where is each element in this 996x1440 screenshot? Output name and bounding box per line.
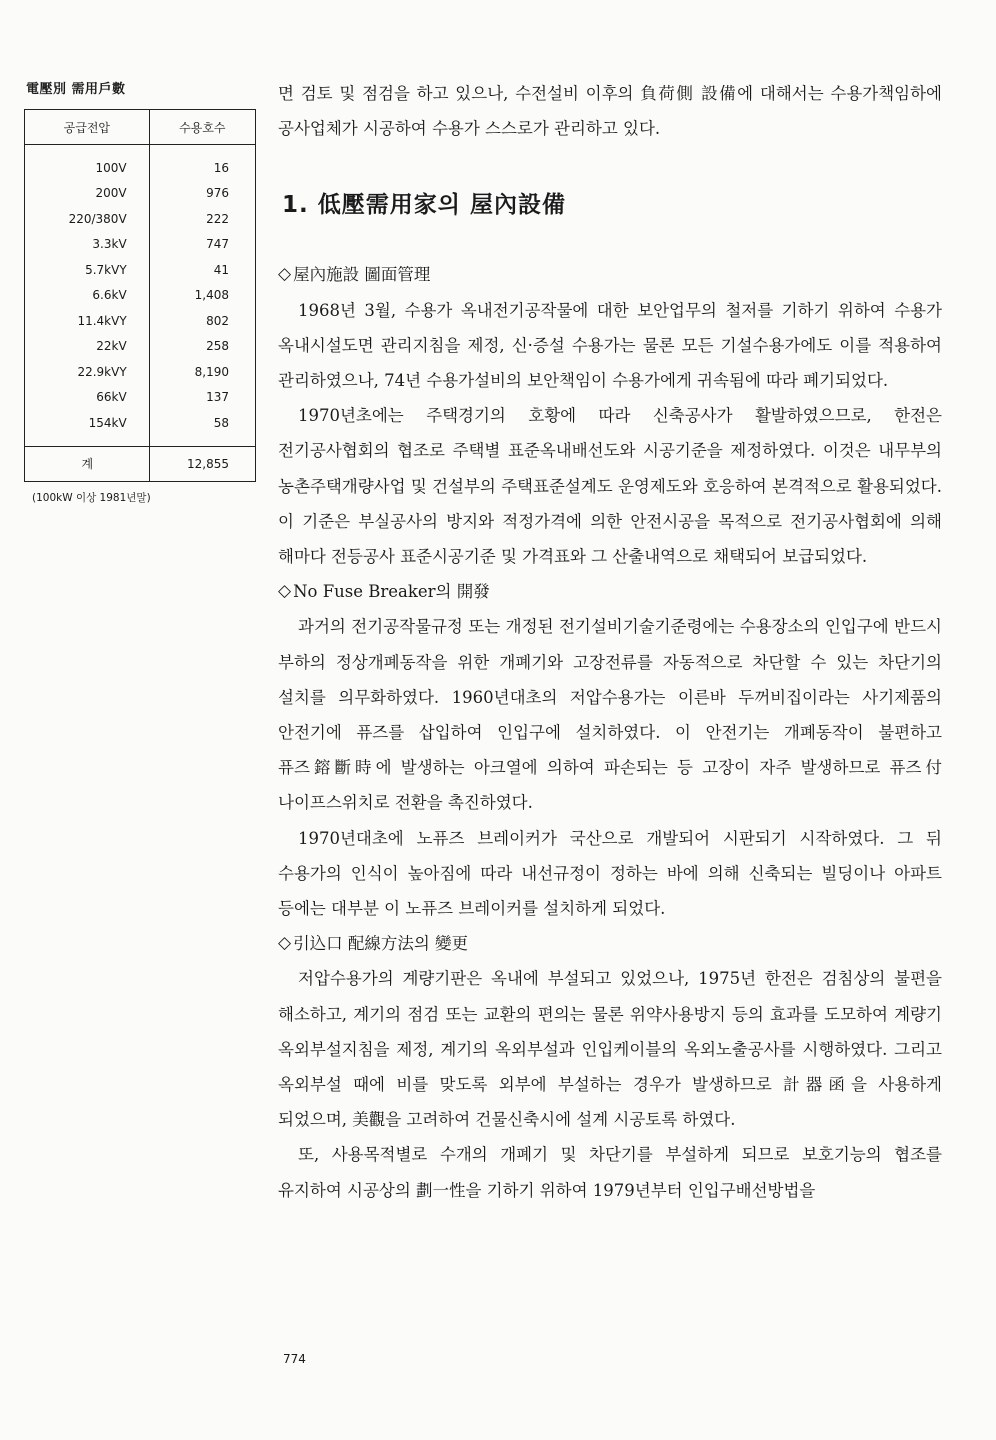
voltage-cell: 11.4kVY [25,308,150,334]
count-cell: 41 [149,257,255,283]
voltage-cell: 154kV [25,410,150,436]
table-row [25,385,256,411]
count-cell: 16 [149,155,255,181]
table-row [25,283,256,309]
table-row [25,334,256,360]
count-cell: 976 [149,181,255,207]
sidebar-title: 電壓別 需用戶數 [26,82,126,97]
total-value: 12,855 [149,446,255,481]
total-row [25,446,256,481]
voltage-cell: 200V [25,181,150,207]
voltage-cell: 22kV [25,334,150,360]
count-cell: 1,408 [149,283,255,309]
table-row [25,410,256,436]
count-cell: 58 [149,410,255,436]
count-cell: 222 [149,206,255,232]
count-cell: 747 [149,232,255,258]
count-cell: 8,190 [149,359,255,385]
voltage-cell: 100V [25,155,150,181]
count-cell: 258 [149,334,255,360]
subsection-heading [278,574,942,609]
voltage-cell: 220/380V [25,206,150,232]
subsection-title: No Fuse Breaker의 開發 [293,582,490,602]
subsection-heading [278,926,942,961]
voltage-sidebar [24,78,256,505]
diamond-icon: ◇ [278,264,292,285]
voltage-cell: 6.6kV [25,283,150,309]
page-number: 774 [283,1352,306,1366]
table-header [25,110,256,145]
subsection-heading [278,257,942,292]
table-row [25,308,256,334]
supply-table [24,109,256,482]
voltage-cell: 5.7kVY [25,257,150,283]
count-cell: 802 [149,308,255,334]
subsection-title: 引込口 配線方法의 變更 [293,934,469,954]
table-row [25,359,256,385]
count-cell: 137 [149,385,255,411]
diamond-icon: ◇ [278,933,292,954]
voltage-cell: 3.3kV [25,232,150,258]
diamond-icon: ◇ [278,581,292,602]
table-row [25,155,256,181]
voltage-cell: 22.9kVY [25,359,150,385]
paragraph: 1970년초에는 주택경기의 호황에 따라 신축공사가 활발하였으므로, 한전은 전기공사협회의 협조로 주택별 표준옥내배선도와 시공기준을 제정하였다. 이것은 내무부의 농촌주택개량사업 및 건설부의 주택표준설계도 운영제도와 호응하여 본격적으로 활용되었다. 이 기준은 부실공사의 방지와 적정가격에 의한 안전시공을 목적으로 전기공사협회에 의해 해마다 전등공사 표준시공기준 및 가격표와 그 산출내역으로 채택되어 보급되었다. [278,406,942,567]
table-row [25,206,256,232]
table-row [25,257,256,283]
voltage-cell: 66kV [25,385,150,411]
total-label: 계 [25,446,150,481]
subsection-title: 屋內施設 圖面管理 [293,265,431,285]
section-title: 1. 低壓需用家의 屋內設備 [282,192,566,219]
table-row [25,232,256,258]
table-row [25,181,256,207]
main-text [278,76,942,1208]
paragraph: 과거의 전기공작물규정 또는 개정된 전기설비기술기준령에는 수용장소의 인입구에 반드시 부하의 정상개폐동작을 위한 개폐기와 고장전류를 자동적으로 차단할 수 있는 차단기의 설치를 의무화하였다. 1960년대초의 저압수용가는 이른바 두꺼비집이라는 사기제품의 안전기에 퓨즈를 삽입하여 인입구에 설치하였다. 이 안전기는 개폐동작이 불편하고 퓨즈鎔斷時에 발생하는 아크열에 의하여 파손되는 등 고장이 자주 발생하므로 퓨즈付 나이프스위치로 전환을 촉진하였다. [278,617,942,813]
intro-paragraph: 면 검토 및 점검을 하고 있으나, 수전설비 이후의 負荷側 設備에 대해서는 수용가책임하에 공사업체가 시공하여 수용가 스스로가 관리하고 있다. [278,84,942,139]
header-count: 수용호수 [149,110,255,145]
paragraph: 1970년대초에 노퓨즈 브레이커가 국산으로 개발되어 시판되기 시작하였다. 그 뒤 수용가의 인식이 높아짐에 따라 내선규정이 정하는 바에 의해 신축되는 빌딩이나 아파트 등에는 대부분 이 노퓨즈 브레이커를 설치하게 되었다. [278,828,942,919]
header-voltage: 공급전압 [25,110,150,145]
paragraph: 1968년 3월, 수용가 옥내전기공작물에 대한 보안업무의 철저를 기하기 위하여 수용가 옥내시설도면 관리지침을 제정, 신·증설 수용가는 물론 모든 기설수용가에도 이를 적용하여 관리하였으나, 74년 수용가설비의 보안책임이 수용가에게 귀속됨에 따라 폐기되었다. [278,300,942,391]
paragraph: 저압수용가의 계량기판은 옥내에 부설되고 있었으나, 1975년 한전은 검침상의 불편을 해소하고, 계기의 점검 또는 교환의 편의는 물론 위약사용방지 등의 효과를 도모하여 계량기 옥외부설지침을 제정, 계기의 옥외부설과 인입케이블의 옥외노출공사를 시행하였다. 그리고 옥외부설 때에 비를 맞도록 외부에 부설하는 경우가 발생하므로 計器函을 사용하게 되었으며, 美觀을 고려하여 건물신축시에 설계 시공토록 하였다. [278,969,942,1130]
table-note: (100kW 이상 1981년말) [32,491,151,504]
paragraph: 또, 사용목적별로 수개의 개폐기 및 차단기를 부설하게 되므로 보호기능의 협조를 유지하여 시공상의 劃一性을 기하기 위하여 1979년부터 인입구배선방법을 [278,1145,942,1200]
